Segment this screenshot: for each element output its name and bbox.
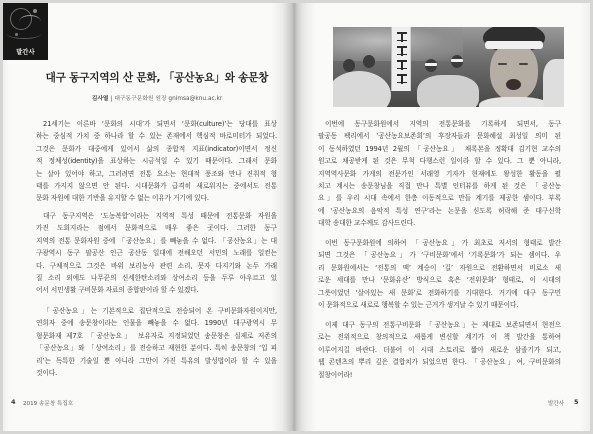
body-line: 치고 계시는 송문창님을 직접 만나 특별 인터뷰를 하게 된 것은 「공산농: [318, 181, 561, 190]
body-line: 리’는 독특한 기술일 뿐 아니라 그만이 가진 특유의 발성법이라 할 수 있을: [36, 356, 277, 365]
article-title: 대구 동구지역의 산 문화, 「공산농요」와 송문창: [45, 72, 269, 84]
body-line: 이번 동구문화원에 의하여 「공산농요」가 최초로 저서의 형태로 발간: [325, 239, 561, 247]
banner-glyph: [397, 46, 407, 55]
banner-glyph: [397, 74, 407, 83]
photo-headband: [425, 63, 437, 66]
running-title: 2019 송문창 특집호: [23, 401, 74, 407]
paragraph: [318, 237, 561, 311]
body-line: 는 살아 있어야 하고, 그러려면 전통 요소는 현대적 풍조와 만나 진취적 형: [36, 169, 277, 178]
photo-singer-eye: [498, 63, 507, 65]
photo-singer-clothes: [479, 97, 549, 107]
photo-headband: [451, 59, 463, 62]
body-line: 그릇이었던 ‘살아있는 새 문화’로 전화하기를 기대한다. 거기에 대구 동구민: [318, 288, 561, 297]
photo-singer-face: [490, 43, 538, 101]
author-name: 김사열: [91, 96, 109, 102]
body-line: 대구 동구지역은 ‘도농복합’이라는 지역적 특성 때문에 전통문화 자원을: [43, 212, 277, 220]
body-line: 가진 도회지라는 점에서 문화적으로 매우 좋은 곳이다. 그러한 동구: [36, 224, 277, 233]
body-line: 형문화재 제7호 「공산농요」 보유자로 지정되었던 송문창은 실제로 저존의: [36, 331, 277, 340]
body-line: 태를 가지지 않으면 안 된다. 시대문화가 급격히 새로워지는 중에서도 전통: [36, 181, 277, 190]
badge-ornament: [33, 9, 37, 13]
photo-crowd-left: [333, 71, 391, 107]
body-line: 질 소리 외에도 나무꾼의 신세한탄소리와 상여소리 등을 두루 아우르고 있: [36, 273, 277, 282]
body-line: 되면 그것은 「공산농요」가 ‘구비문화’에서 ‘기록문화’가 되는 셈이다. 우: [318, 251, 561, 260]
body-line: 웹 콘텐츠의 뿌리 깊은 결합치가 되었으면 한다. 「공산농요」여, 구비문화의: [318, 358, 561, 367]
spine-shadow: [282, 3, 306, 431]
body-line: 지역역사문화 가게의 전문가인 서래영 기자가 현재에도 왕성한 활동을 펼: [318, 169, 561, 178]
performance-photo: [333, 27, 564, 107]
body-line: 어서 서민생활 구비문화 자료의 종합판이라 할 수 있겠다.: [36, 286, 199, 295]
body-line: 문화 자원에 대한 기반을 유지할 수 없는 이유가 거기에 있다.: [36, 194, 209, 203]
paragraph: [36, 210, 277, 297]
banner-glyph: [397, 60, 407, 69]
body-line: 요」를 우리 시대 속에서 한층 이동적으로 만들 계기를 제공한 셈이다. 부록: [318, 194, 561, 203]
body-line: 원고로 채공받게 된 것은 무척 다행스런 일이라 할 수 있다. 그 뿐 아니라,: [318, 157, 561, 166]
right-page: [294, 3, 590, 431]
body-line: 이루어지길 바란다. 더불어 이 시대 스토리로 짧아 새로운 삼졸기가 되고,: [318, 345, 561, 354]
banner-glyph: [397, 32, 407, 41]
badge-ornament: [7, 29, 41, 39]
photo-person-head: [363, 55, 375, 68]
badge-ornament: [15, 33, 18, 36]
body-line: 것이다.: [36, 368, 58, 377]
photo-banner: [391, 27, 411, 91]
body-line: 이번에 동구문화원에서 지역의 전통문화를 기록하게 되면서, 동구: [325, 120, 561, 128]
body-line: 리 문화원에서는 ‘전통의 맥’ 계승이 ‘길’ 자원으로 전환하면서 비로소 새: [318, 263, 561, 272]
photo-singer-headband: [485, 41, 543, 49]
photo-singer-eye: [519, 63, 528, 65]
paragraph: [318, 319, 561, 381]
page-number: 5: [574, 398, 579, 406]
body-line: 지역의 전통 문화자원 중에 「공산농요」를 빼놓을 수 없다. 「공산농요」는 대: [36, 236, 277, 245]
page-number: 4: [11, 398, 16, 406]
body-line: 그것은 문화가 대중에게 있어서 삶의 종합적 지표(indicator)이면서 정신: [36, 144, 277, 153]
body-line: 연희자 중에 송문창이라는 인물을 빼놓을 수 없다. 1990년 대구광역시 무: [36, 319, 277, 328]
body-line: 21세기는 이른바 ‘문화의 시대’가 되면서 ‘문화(culture)’는 당대를 표상: [43, 120, 277, 128]
body-line: 하는 중심적 가치 중 하나라 할 수 있는 존재에서 핵심적 바로미터가 되었다.: [36, 132, 277, 141]
author-line: [21, 93, 293, 102]
running-section: 발간사: [548, 401, 565, 407]
section-badge: [3, 3, 48, 60]
body-line: 적 정체성(identity)을 표상하는 시금석일 수 있기 때문이다. 그래서 문화: [36, 157, 277, 166]
paragraph: [36, 118, 277, 205]
body-line: 구광역시 동구 팔공산 인근 공산동 일대에 전해오던 서민의 노래를 일컫는: [36, 249, 277, 258]
left-page: [3, 3, 294, 431]
photo-singer-mouth: [506, 79, 521, 90]
body-line: 「공산농요」와 「상여소리」를 전승하고 재현한 분이다. 특히 송문창의 ‘입 피: [36, 344, 277, 353]
body-line: 「공산농요」는 기본적으로 집단적으로 전승되어 온 구비문화자원이지만,: [43, 307, 277, 315]
body-line: 이 동석하였던 1994년 2월의 「공산농요」 채록본을 정확대 김기현 교수의: [318, 144, 561, 153]
body-line: 팔공동 팩리에서 ‘공산농요보존회’의 후장자들과 문화해설 최성일 의미 된: [318, 132, 561, 141]
paragraph: [36, 305, 277, 379]
section-label: 발간사: [16, 49, 35, 56]
body-line: 다. 구체적으로 그것은 바위 보리농사 관련 소리, 못자 다지기와 논두 가래: [36, 261, 277, 270]
photo-person-head: [343, 59, 355, 72]
body-line: 이 문화적으로 새로로 행복할 수 있는 근거가 생겨날 수 있기 때문이다.: [318, 300, 519, 309]
body-line: 로는 전위적으로 창의적으로 새롭게 변신할 계기가 이 책 발간을 통하여: [318, 333, 561, 342]
photo-crowd-middle: [417, 75, 479, 107]
body-line: 로운 세대를 만나 ‘문화유산’ 방식으로 혹은 ‘전위문화’ 형태로, 이 시대의: [318, 276, 561, 285]
photo-person-right: [543, 59, 564, 107]
body-line: 절창이어라!: [318, 370, 353, 379]
author-affiliation: | 대구동구문화원 원장 gnimsa@knu.ac.kr: [110, 96, 223, 102]
badge-ornament: [19, 15, 41, 29]
body-line: 에 ‘공산농요의 음악적 특성 연구’라는 논문을 싣도록 허락해 준 대구신학: [318, 206, 561, 215]
body-line: 대학 송대한 교수께도 감사드린다.: [318, 219, 416, 228]
paragraph: [318, 118, 561, 230]
body-line: 이제 대구 동구의 전통구비문화 「공산농요」는 제대로 보존되면서 현전으: [325, 321, 561, 329]
